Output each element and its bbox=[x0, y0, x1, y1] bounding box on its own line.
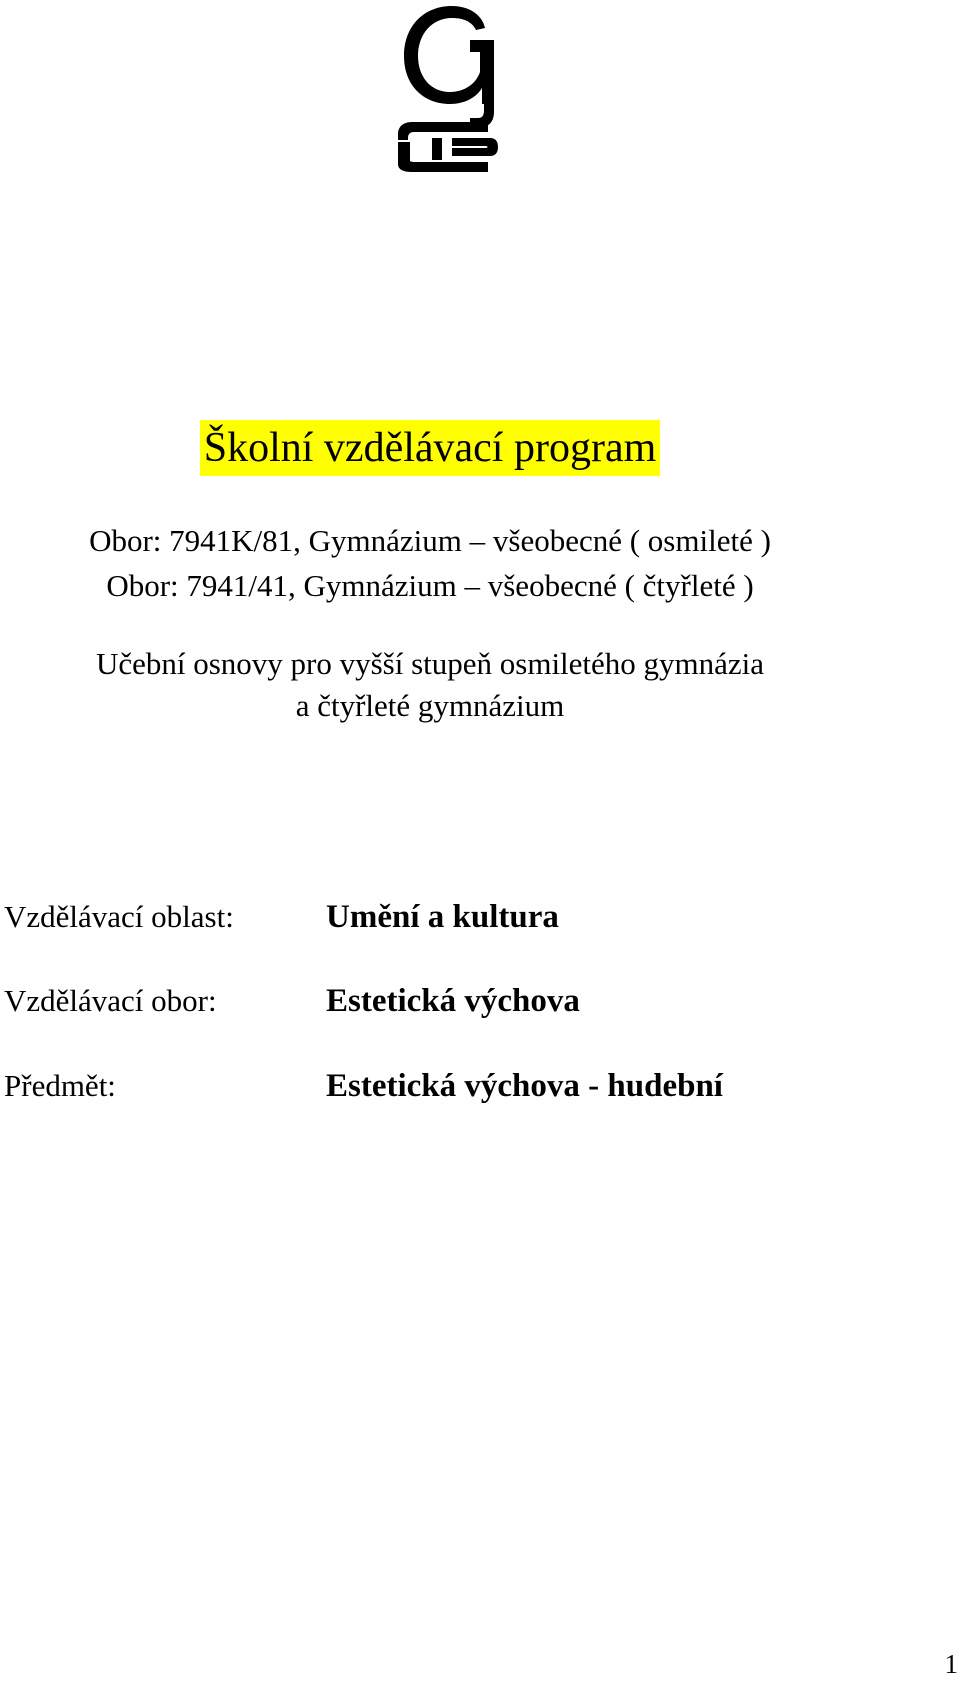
osnovy-block bbox=[0, 643, 860, 727]
title-container bbox=[0, 420, 860, 476]
info-label: Vzdělávací obor: bbox=[4, 983, 217, 1018]
obor-block bbox=[0, 518, 860, 608]
school-logo-icon bbox=[390, 0, 500, 172]
info-value: Estetická výchova bbox=[326, 983, 580, 1019]
osnovy-line: Učební osnovy pro vyšší stupeň osmiletého gymnázia bbox=[95, 646, 765, 681]
info-value: Umění a kultura bbox=[326, 899, 559, 935]
obor-line: Obor: 7941/41, Gymnázium – všeobecné ( čtyřleté ) bbox=[106, 568, 754, 603]
obor-line: Obor: 7941K/81, Gymnázium – všeobecné ( osmileté ) bbox=[89, 523, 771, 558]
document-title: Školní vzdělávací program bbox=[200, 420, 661, 476]
info-value: Estetická výchova - hudební bbox=[326, 1068, 723, 1104]
info-label: Vzdělávací oblast: bbox=[4, 899, 234, 934]
page-number: 1 bbox=[944, 1649, 958, 1679]
osnovy-line: a čtyřleté gymnázium bbox=[295, 688, 565, 723]
info-label: Předmět: bbox=[4, 1068, 116, 1103]
